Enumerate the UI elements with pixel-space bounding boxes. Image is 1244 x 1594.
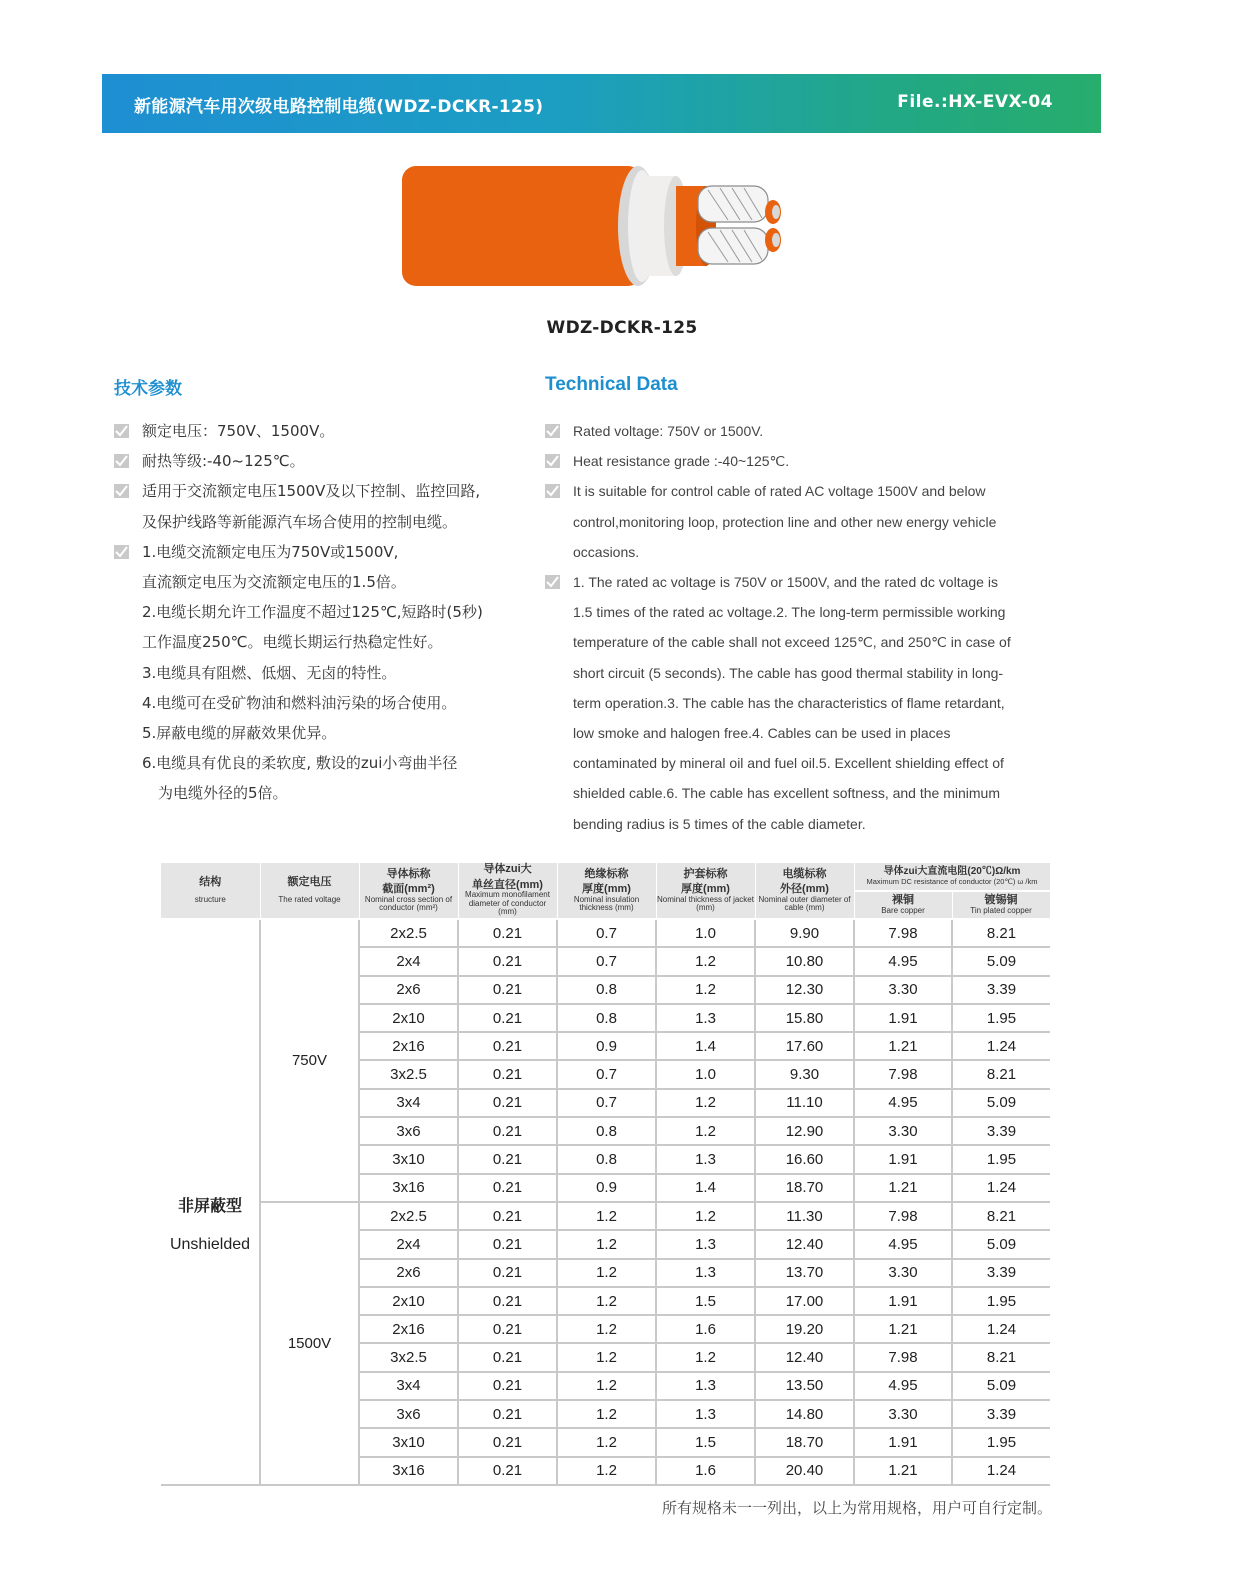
cn-line: 为电缆外径的5倍。 xyxy=(158,784,288,803)
spec-table-body xyxy=(161,919,1050,1485)
table-cell: 1.2 xyxy=(557,1287,656,1315)
header-outer-en: Nominal outer diameter of cable (mm) xyxy=(758,894,851,913)
en-line: 1. The rated ac voltage is 750V or 1500V, and the rated dc voltage is xyxy=(573,574,998,591)
table-cell: 19.20 xyxy=(755,1315,854,1343)
table-cell: 2x2.5 xyxy=(359,919,458,947)
table-cell: 1.2 xyxy=(656,1117,755,1145)
table-cell: 1.2 xyxy=(557,1259,656,1287)
header-bare-en: Bare copper xyxy=(881,905,925,915)
header-insulation-cn2: 厚度(mm) xyxy=(582,883,631,896)
header-section-cn2: 截面(mm²) xyxy=(382,883,435,896)
table-cell: 1.2 xyxy=(557,1230,656,1258)
header-jacket-cn2: 厚度(mm) xyxy=(681,883,730,896)
table-cell: 0.21 xyxy=(458,1343,557,1371)
en-line: 1.5 times of the rated ac voltage.2. The long-term permissible working xyxy=(573,604,1006,621)
tech-data-en xyxy=(545,416,1065,839)
table-cell: 3x6 xyxy=(359,1400,458,1428)
table-cell: 1.2 xyxy=(656,976,755,1004)
table-cell: 18.70 xyxy=(755,1428,854,1456)
header-diameter-cn1: 导体zui大 xyxy=(483,863,532,876)
table-cell: 1.3 xyxy=(656,1400,755,1428)
table-cell: 1.21 xyxy=(854,1315,952,1343)
cn-item xyxy=(114,537,534,809)
header-insulation xyxy=(557,863,656,919)
table-cell: 3.39 xyxy=(952,976,1050,1004)
table-cell: 1.3 xyxy=(656,1230,755,1258)
table-cell: 1.21 xyxy=(854,1457,952,1485)
cn-line: 工作温度250℃。电缆长期运行热稳定性好。 xyxy=(142,633,443,652)
table-cell: 2x10 xyxy=(359,1287,458,1315)
table-cell: 1.21 xyxy=(854,1032,952,1060)
en-line: contaminated by mineral oil and fuel oil.5. Excellent shielding effect of xyxy=(573,755,1004,772)
table-cell: 4.95 xyxy=(854,1089,952,1117)
table-cell: 1.2 xyxy=(656,1202,755,1230)
table-cell: 1.3 xyxy=(656,1372,755,1400)
table-cell: 8.21 xyxy=(952,1060,1050,1088)
table-cell: 5.09 xyxy=(952,1089,1050,1117)
table-cell: 0.7 xyxy=(557,1089,656,1117)
table-row xyxy=(161,919,1050,947)
table-cell: 0.9 xyxy=(557,1032,656,1060)
en-item xyxy=(545,476,1065,567)
table-cell: 9.30 xyxy=(755,1060,854,1088)
table-cell: 5.09 xyxy=(952,1372,1050,1400)
table-cell: 2x2.5 xyxy=(359,1202,458,1230)
table-cell: 1.2 xyxy=(557,1428,656,1456)
table-cell: 3.30 xyxy=(854,976,952,1004)
table-cell: 3x10 xyxy=(359,1145,458,1173)
structure-cn: 非屏蔽型 xyxy=(177,1197,242,1215)
table-cell: 8.21 xyxy=(952,1202,1050,1230)
table-cell: 0.8 xyxy=(557,976,656,1004)
table-cell: 0.21 xyxy=(458,1287,557,1315)
header-voltage-cn: 额定电压 xyxy=(287,875,332,888)
table-cell: 1.6 xyxy=(656,1315,755,1343)
table-cell: 12.90 xyxy=(755,1117,854,1145)
header-structure xyxy=(161,863,260,919)
table-cell: 9.90 xyxy=(755,919,854,947)
table-cell: 1.3 xyxy=(656,1145,755,1173)
table-cell: 1.91 xyxy=(854,1145,952,1173)
en-line: bending radius is 5 times of the cable diameter. xyxy=(573,815,866,832)
header-insulation-cn1: 绝缘标称 xyxy=(584,867,629,880)
header-structure-en: structure xyxy=(194,895,226,905)
header-resistance-en: Maximum DC resistance of conductor (20℃) ω /km xyxy=(866,876,1038,886)
table-cell: 3x2.5 xyxy=(359,1060,458,1088)
table-cell: 1.91 xyxy=(854,1004,952,1032)
header-tin-en: Tin plated copper xyxy=(970,905,1032,915)
table-cell: 0.21 xyxy=(458,1457,557,1485)
table-cell: 0.21 xyxy=(458,1259,557,1287)
header-voltage xyxy=(260,863,359,919)
table-cell: 3.39 xyxy=(952,1117,1050,1145)
table-cell: 5.09 xyxy=(952,1230,1050,1258)
en-item xyxy=(545,446,1065,476)
en-line: shielded cable.6. The cable has excellent softness, and the minimum xyxy=(573,785,1000,802)
table-cell: 0.21 xyxy=(458,1230,557,1258)
table-cell: 1.95 xyxy=(952,1428,1050,1456)
table-cell: 7.98 xyxy=(854,1202,952,1230)
cn-line: 2.电缆长期允许工作温度不超过125℃,短路时(5秒) xyxy=(142,603,483,622)
table-cell: 4.95 xyxy=(854,1372,952,1400)
table-cell: 3x4 xyxy=(359,1372,458,1400)
header-jacket-en: Nominal thickness of jacket (mm) xyxy=(657,894,754,913)
table-cell: 3x4 xyxy=(359,1089,458,1117)
en-line: It is suitable for control cable of rated AC voltage 1500V and below xyxy=(573,483,986,500)
table-cell: 13.50 xyxy=(755,1372,854,1400)
table-cell: 10.80 xyxy=(755,947,854,975)
cn-line: 3.电缆具有阻燃、低烟、无卤的特性。 xyxy=(142,663,397,682)
cn-line: 5.屏蔽电缆的屏蔽效果优异。 xyxy=(142,724,337,743)
table-cell: 8.21 xyxy=(952,919,1050,947)
table-cell: 1.2 xyxy=(656,1089,755,1117)
header-diameter xyxy=(458,863,557,919)
cn-line: 耐热等级:-40~125℃。 xyxy=(142,452,305,471)
cable-illustration xyxy=(398,160,818,300)
header-diameter-cn2: 单丝直径(mm) xyxy=(472,878,543,891)
en-line: occasions. xyxy=(573,543,640,560)
table-row xyxy=(161,1202,1050,1230)
check-icon xyxy=(545,424,560,438)
table-cell: 5.09 xyxy=(952,947,1050,975)
en-line: Heat resistance grade :-40~125℃. xyxy=(573,453,790,470)
table-cell: 0.8 xyxy=(557,1117,656,1145)
table-cell: 0.21 xyxy=(458,1032,557,1060)
table-cell: 8.21 xyxy=(952,1343,1050,1371)
table-cell: 0.7 xyxy=(557,919,656,947)
en-line: Rated voltage: 750V or 1500V. xyxy=(573,423,764,439)
en-line: temperature of the cable shall not exceed 125℃, and 250℃ in case of xyxy=(573,634,1011,651)
table-cell: 1.5 xyxy=(656,1428,755,1456)
header-banner xyxy=(102,74,1101,133)
table-cell: 1.2 xyxy=(557,1315,656,1343)
spec-table xyxy=(161,863,1051,1486)
table-cell: 4.95 xyxy=(854,947,952,975)
structure-en: Unshielded xyxy=(169,1235,251,1253)
table-cell: 3x6 xyxy=(359,1117,458,1145)
table-cell: 0.8 xyxy=(557,1145,656,1173)
file-code: File.:HX-EVX-04 xyxy=(897,92,1053,112)
header-outer-cn1: 电缆标称 xyxy=(782,867,827,880)
cn-line: 额定电压：750V、1500V。 xyxy=(142,422,335,440)
en-line: control,monitoring loop, protection line and other new energy vehicle xyxy=(573,513,997,530)
header-section-en: Nominal cross section of conductor (mm²) xyxy=(364,894,453,913)
table-cell: 12.40 xyxy=(755,1343,854,1371)
table-cell: 1.91 xyxy=(854,1287,952,1315)
table-cell: 0.21 xyxy=(458,1004,557,1032)
table-cell: 0.21 xyxy=(458,1145,557,1173)
header-jacket xyxy=(656,863,755,919)
check-icon xyxy=(114,424,129,438)
cn-item xyxy=(114,446,534,476)
table-cell: 1.2 xyxy=(656,947,755,975)
header-insulation-en: Nominal insulation thickness (mm) xyxy=(573,894,640,913)
header-structure-cn: 结构 xyxy=(199,875,222,888)
table-cell: 20.40 xyxy=(755,1457,854,1485)
header-diameter-en: Maximum monofilament diameter of conductor (mm) xyxy=(465,890,550,917)
table-cell: 1.95 xyxy=(952,1004,1050,1032)
header-section-cn1: 导体标称 xyxy=(386,867,431,880)
table-cell: 0.21 xyxy=(458,976,557,1004)
table-cell: 3.39 xyxy=(952,1400,1050,1428)
table-cell: 0.21 xyxy=(458,947,557,975)
voltage-group-cell: 1500V xyxy=(260,1202,359,1485)
table-cell: 15.80 xyxy=(755,1004,854,1032)
table-cell: 0.8 xyxy=(557,1004,656,1032)
header-bare xyxy=(854,891,952,919)
table-cell: 2x10 xyxy=(359,1004,458,1032)
table-cell: 2x16 xyxy=(359,1032,458,1060)
table-cell: 13.70 xyxy=(755,1259,854,1287)
table-cell: 0.7 xyxy=(557,1060,656,1088)
header-bare-cn: 裸铜 xyxy=(892,894,914,907)
table-cell: 1.4 xyxy=(656,1174,755,1202)
table-cell: 1.2 xyxy=(557,1343,656,1371)
table-cell: 0.21 xyxy=(458,1174,557,1202)
check-icon xyxy=(545,454,560,468)
voltage-group-cell: 750V xyxy=(260,919,359,1202)
header-section xyxy=(359,863,458,919)
header-outer-cn2: 外径(mm) xyxy=(780,883,829,896)
cn-line: 6.电缆具有优良的柔软度, 敷设的zui小弯曲半径 xyxy=(142,754,458,773)
table-cell: 0.21 xyxy=(458,1117,557,1145)
cn-line: 及保护线路等新能源汽车场合使用的控制电缆。 xyxy=(142,512,458,531)
header-tin xyxy=(952,891,1050,919)
table-cell: 16.60 xyxy=(755,1145,854,1173)
table-cell: 1.95 xyxy=(952,1145,1050,1173)
table-cell: 1.6 xyxy=(656,1457,755,1485)
table-cell: 1.21 xyxy=(854,1174,952,1202)
table-cell: 7.98 xyxy=(854,919,952,947)
table-cell: 1.3 xyxy=(656,1259,755,1287)
check-icon xyxy=(545,484,560,498)
table-cell: 12.30 xyxy=(755,976,854,1004)
cable-model-label: WDZ-DCKR-125 xyxy=(546,318,698,338)
table-cell: 7.98 xyxy=(854,1343,952,1371)
table-cell: 1.2 xyxy=(656,1343,755,1371)
table-cell: 0.21 xyxy=(458,1202,557,1230)
cn-line: 适用于交流额定电压1500V及以下控制、监控回路, xyxy=(142,482,481,501)
header-outer xyxy=(755,863,854,919)
cn-item xyxy=(114,476,534,536)
cn-line: 直流额定电压为交流额定电压的1.5倍。 xyxy=(142,573,406,592)
table-cell: 0.21 xyxy=(458,1400,557,1428)
table-cell: 1.5 xyxy=(656,1287,755,1315)
table-cell: 1.4 xyxy=(656,1032,755,1060)
table-cell: 2x4 xyxy=(359,1230,458,1258)
section-title-en: Technical Data xyxy=(545,374,678,395)
check-icon xyxy=(114,545,129,559)
table-cell: 2x6 xyxy=(359,1259,458,1287)
table-cell: 0.9 xyxy=(557,1174,656,1202)
table-cell: 0.21 xyxy=(458,1315,557,1343)
table-cell: 1.0 xyxy=(656,1060,755,1088)
check-icon xyxy=(114,484,129,498)
table-cell: 17.60 xyxy=(755,1032,854,1060)
table-cell: 1.24 xyxy=(952,1315,1050,1343)
check-icon xyxy=(114,454,129,468)
table-cell: 1.2 xyxy=(557,1372,656,1400)
document-title: 新能源汽车用次级电路控制电缆(WDZ-DCKR-125) xyxy=(134,97,544,117)
table-cell: 3x2.5 xyxy=(359,1343,458,1371)
table-cell: 3.30 xyxy=(854,1400,952,1428)
table-cell: 3x10 xyxy=(359,1428,458,1456)
header-jacket-cn1: 护套标称 xyxy=(683,867,728,880)
table-cell: 11.10 xyxy=(755,1089,854,1117)
table-cell: 0.21 xyxy=(458,919,557,947)
check-icon xyxy=(545,575,560,589)
table-cell: 3.30 xyxy=(854,1259,952,1287)
en-line: term operation.3. The cable has the characteristics of flame retardant, xyxy=(573,694,1005,711)
table-cell: 11.30 xyxy=(755,1202,854,1230)
table-cell: 3x16 xyxy=(359,1457,458,1485)
en-item xyxy=(545,416,1065,446)
table-cell: 0.21 xyxy=(458,1089,557,1117)
tech-data-cn xyxy=(114,416,534,809)
table-cell: 2x4 xyxy=(359,947,458,975)
header-tin-cn: 镀锡铜 xyxy=(984,894,1018,907)
table-cell: 1.0 xyxy=(656,919,755,947)
table-cell: 1.2 xyxy=(557,1400,656,1428)
table-cell: 1.24 xyxy=(952,1032,1050,1060)
table-cell: 4.95 xyxy=(854,1230,952,1258)
structure-cell xyxy=(161,919,260,1485)
cn-line: 1.电缆交流额定电压为750V或1500V, xyxy=(142,542,399,561)
table-cell: 3x16 xyxy=(359,1174,458,1202)
table-cell: 1.24 xyxy=(952,1457,1050,1485)
section-title-cn: 技术参数 xyxy=(114,379,182,399)
header-resistance xyxy=(854,863,1050,891)
table-cell: 1.95 xyxy=(952,1287,1050,1315)
table-cell: 7.98 xyxy=(854,1060,952,1088)
table-cell: 12.40 xyxy=(755,1230,854,1258)
table-cell: 1.2 xyxy=(557,1457,656,1485)
table-cell: 1.2 xyxy=(557,1202,656,1230)
table-cell: 0.7 xyxy=(557,947,656,975)
table-cell: 0.21 xyxy=(458,1428,557,1456)
footnote: 所有规格未一一列出，以上为常用规格，用户可自行定制。 xyxy=(661,1499,1052,1517)
table-cell: 0.21 xyxy=(458,1060,557,1088)
table-cell: 3.39 xyxy=(952,1259,1050,1287)
table-cell: 14.80 xyxy=(755,1400,854,1428)
header-voltage-en: The rated voltage xyxy=(278,895,341,905)
cn-item xyxy=(114,416,534,446)
table-cell: 2x16 xyxy=(359,1315,458,1343)
table-cell: 17.00 xyxy=(755,1287,854,1315)
en-line: low smoke and halogen free.4. Cables can be used in places xyxy=(573,725,951,742)
table-cell: 3.30 xyxy=(854,1117,952,1145)
table-cell: 1.91 xyxy=(854,1428,952,1456)
table-cell: 18.70 xyxy=(755,1174,854,1202)
en-item xyxy=(545,567,1065,839)
table-cell: 1.24 xyxy=(952,1174,1050,1202)
table-cell: 0.21 xyxy=(458,1372,557,1400)
header-resistance-cn: 导体zui大直流电阻(20℃)Ω/km xyxy=(883,866,1021,878)
table-cell: 1.3 xyxy=(656,1004,755,1032)
en-line: short circuit (5 seconds). The cable has good thermal stability in long- xyxy=(573,664,1004,681)
table-cell: 2x6 xyxy=(359,976,458,1004)
cn-line: 4.电缆可在受矿物油和燃料油污染的场合使用。 xyxy=(142,693,457,712)
